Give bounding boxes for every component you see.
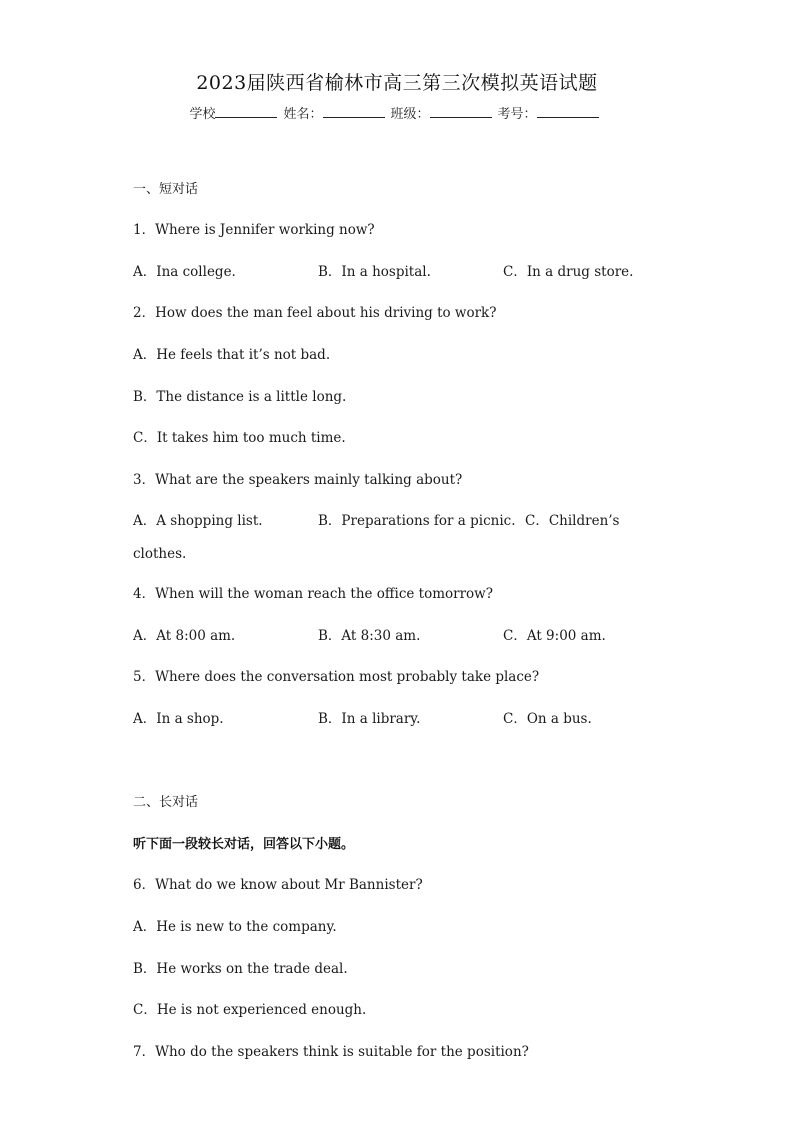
- q5-option-b: B．In a library.: [318, 711, 421, 727]
- section-heading-long-dialogues: 二、长对话: [133, 795, 199, 810]
- page-title: 2023届陕西省榆林市高三第三次模拟英语试题: [196, 72, 598, 94]
- class-blank[interactable]: [430, 104, 492, 118]
- question-1: 1．Where is Jennifer working now?: [133, 222, 375, 238]
- q6-option-b: B．He works on the trade deal.: [133, 961, 348, 977]
- q3-option-b: B．Preparations for a picnic.: [318, 513, 516, 529]
- q6-option-c: C．He is not experienced enough.: [133, 1002, 367, 1018]
- class-label: 班级：: [390, 107, 430, 122]
- q2-option-a: A．He feels that it’s not bad.: [133, 347, 331, 363]
- name-label: 姓名：: [283, 107, 323, 122]
- school-label: 学校: [189, 107, 216, 122]
- q1-option-c: C．In a drug store.: [503, 264, 634, 280]
- q4-option-b: B．At 8:30 am.: [318, 628, 421, 644]
- q5-option-c: C．On a bus.: [503, 711, 592, 727]
- q1-option-a: A．Ina college.: [133, 264, 236, 280]
- exam-no-label: 考号：: [497, 107, 537, 122]
- school-blank[interactable]: [215, 104, 277, 118]
- q4-option-a: A．At 8:00 am.: [133, 628, 236, 644]
- q3-option-c: C．Children’s: [525, 513, 620, 529]
- q5-option-a: A．In a shop.: [133, 711, 224, 727]
- q1-option-b: B．In a hospital.: [318, 264, 431, 280]
- q3-option-a: A．A shopping list.: [133, 513, 263, 529]
- q4-option-c: C．At 9:00 am.: [503, 628, 606, 644]
- question-6: 6．What do we know about Mr Bannister?: [133, 877, 423, 893]
- question-4: 4．When will the woman reach the office tomorrow?: [133, 586, 493, 602]
- q2-option-b: B．The distance is a little long.: [133, 389, 347, 405]
- q3-option-c-continued: clothes.: [133, 546, 187, 562]
- section-heading-short-dialogues: 一、短对话: [133, 182, 199, 197]
- name-blank[interactable]: [323, 104, 385, 118]
- question-5: 5．Where does the conversation most probably take place?: [133, 669, 540, 685]
- student-info-line: [0, 103, 794, 122]
- question-2: 2．How does the man feel about his driving to work?: [133, 305, 497, 321]
- exam-no-blank[interactable]: [537, 104, 599, 118]
- q6-option-a: A．He is new to the company.: [133, 919, 337, 935]
- question-7: 7．Who do the speakers think is suitable for the position?: [133, 1044, 529, 1060]
- q2-option-c: C．It takes him too much time.: [133, 430, 346, 446]
- section2-instruction: 听下面一段较长对话，回答以下小题。: [133, 837, 355, 852]
- question-3: 3．What are the speakers mainly talking about?: [133, 472, 463, 488]
